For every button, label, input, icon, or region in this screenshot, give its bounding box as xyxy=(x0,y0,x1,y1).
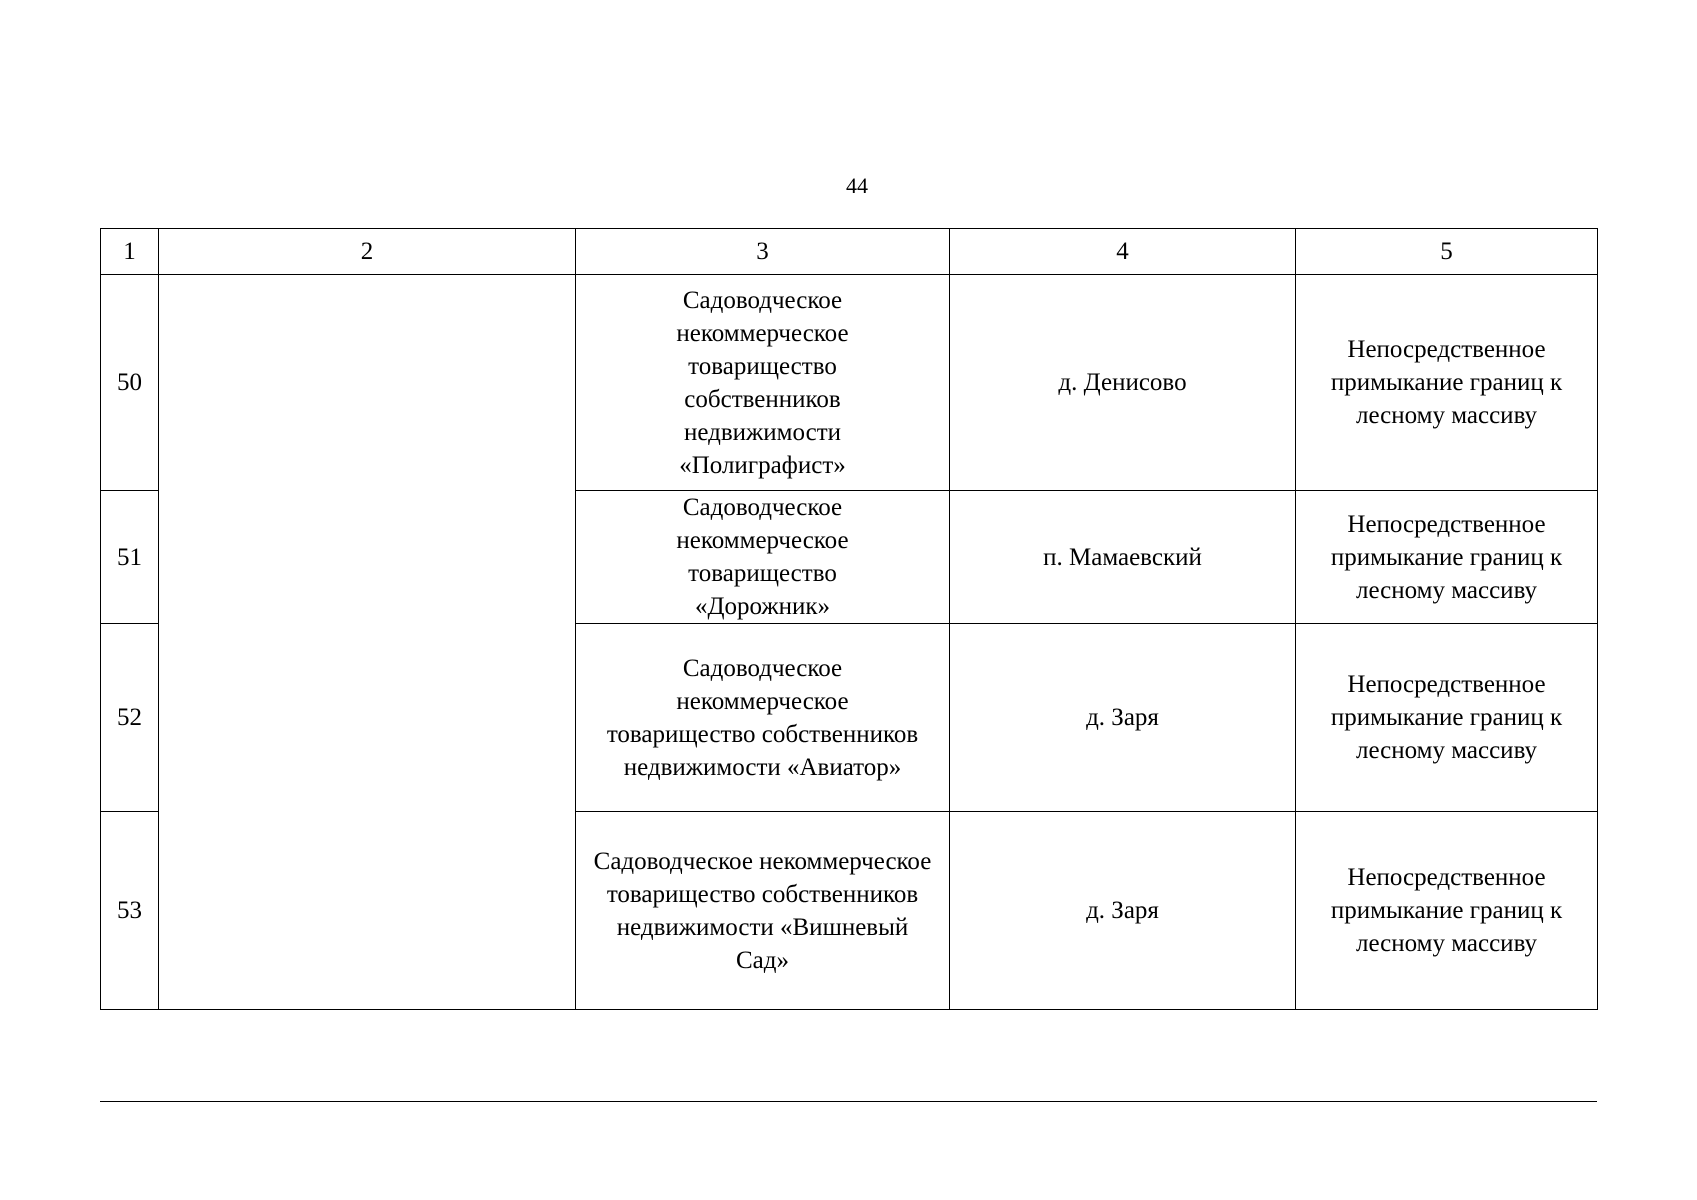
note: Непосредственное примыкание границ к лесному массиву xyxy=(1296,275,1598,491)
header-col-5: 5 xyxy=(1296,229,1598,275)
row-number: 53 xyxy=(101,812,159,1010)
note: Непосредственное примыкание границ к лесному массиву xyxy=(1296,491,1598,624)
location: д. Денисово xyxy=(950,275,1296,491)
header-col-3: 3 xyxy=(576,229,950,275)
organization-name xyxy=(576,812,950,1010)
footer-rule xyxy=(100,1101,1597,1102)
row-number: 52 xyxy=(101,624,159,812)
organization-name-text: Садоводческое некоммерческое товарищество «Дорожник» xyxy=(676,494,849,620)
organization-name xyxy=(576,275,950,491)
location: д. Заря xyxy=(950,624,1296,812)
data-table xyxy=(100,228,1598,1010)
table-row xyxy=(101,275,1598,491)
location: п. Мамаевский xyxy=(950,491,1296,624)
organization-name-text: Садоводческое некоммерческое товарищество собственников недвижимости «Полиграфист» xyxy=(676,286,849,479)
organization-name xyxy=(576,491,950,624)
row-number: 51 xyxy=(101,491,159,624)
header-col-2: 2 xyxy=(159,229,576,275)
merged-empty-cell xyxy=(159,275,576,1010)
location: д. Заря xyxy=(950,812,1296,1010)
note: Непосредственное примыкание границ к лесному массиву xyxy=(1296,624,1598,812)
header-col-1: 1 xyxy=(101,229,159,275)
organization-name-text: Садоводческое некоммерческое товарищество собственников недвижимости «Авиатор» xyxy=(606,654,919,781)
header-col-4: 4 xyxy=(950,229,1296,275)
row-number: 50 xyxy=(101,275,159,491)
organization-name-text: Садоводческое некоммерческое товарищество собственников недвижимости «Вишневый Сад» xyxy=(593,847,932,974)
page-number: 44 xyxy=(846,173,868,198)
note: Непосредственное примыкание границ к лесному массиву xyxy=(1296,812,1598,1010)
organization-name xyxy=(576,624,950,812)
header-row xyxy=(101,229,1598,275)
